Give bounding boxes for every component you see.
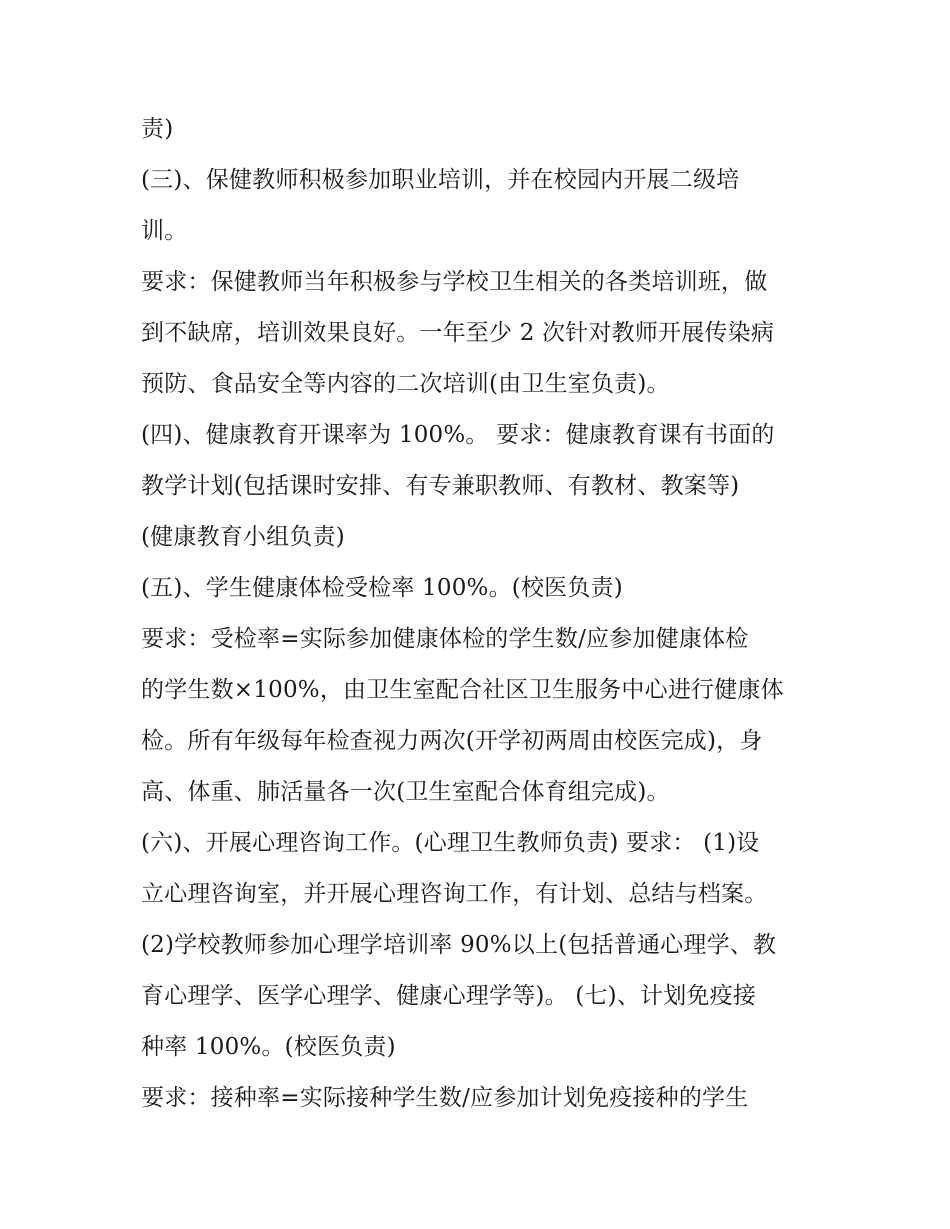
text-line: 要求：受检率=实际参加健康体检的学生数/应参加健康体检 [141,626,749,652]
text-line: 种率 100%。(校医负责) [141,1034,396,1060]
text-line: 到不缺席，培训效果良好。一年至少 2 次针对教师开展传染病 [141,320,775,346]
text-line: 立心理咨询室，并开展心理咨询工作，有计划、总结与档案。 [141,881,768,907]
text-line: 预防、食品安全等内容的二次培训(由卫生室负责)。 [141,371,670,397]
text-line: (六)、开展心理咨询工作。(心理卫生教师负责) 要求： (1)设 [141,830,760,856]
text-line: 的学生数×100%，由卫生室配合社区卫生服务中心进行健康体 [141,677,784,703]
text-line: (健康教育小组负责) [141,524,345,550]
text-line: (四)、健康教育开课率为 100%。 要求：健康教育课有书面的 [141,422,775,448]
text-line: 要求：保健教师当年积极参与学校卫生相关的各类培训班，做 [141,269,768,295]
text-line: 教学计划(包括课时安排、有专兼职教师、有教材、教案等) [141,473,740,499]
document-body [141,104,831,1124]
text-line: (2)学校教师参加心理学培训率 90%以上(包括普通心理学、教 [141,932,777,958]
text-line: 要求：接种率=实际接种学生数/应参加计划免疫接种的学生 [141,1085,749,1111]
text-line: (三)、保健教师积极参加职业培训，并在校园内开展二级培 [141,167,740,193]
text-line: 责) [141,116,174,142]
text-line: 检。所有年级每年检查视力两次(开学初两周由校医完成)，身 [141,728,763,754]
text-line: (五)、学生健康体检受检率 100%。(校医负责) [141,575,623,601]
text-line: 高、体重、肺活量各一次(卫生室配合体育组完成)。 [141,779,670,805]
text-line: 育心理学、医学心理学、健康心理学等)。 (七)、计划免疫接 [141,983,757,1009]
text-line: 训。 [141,218,188,244]
